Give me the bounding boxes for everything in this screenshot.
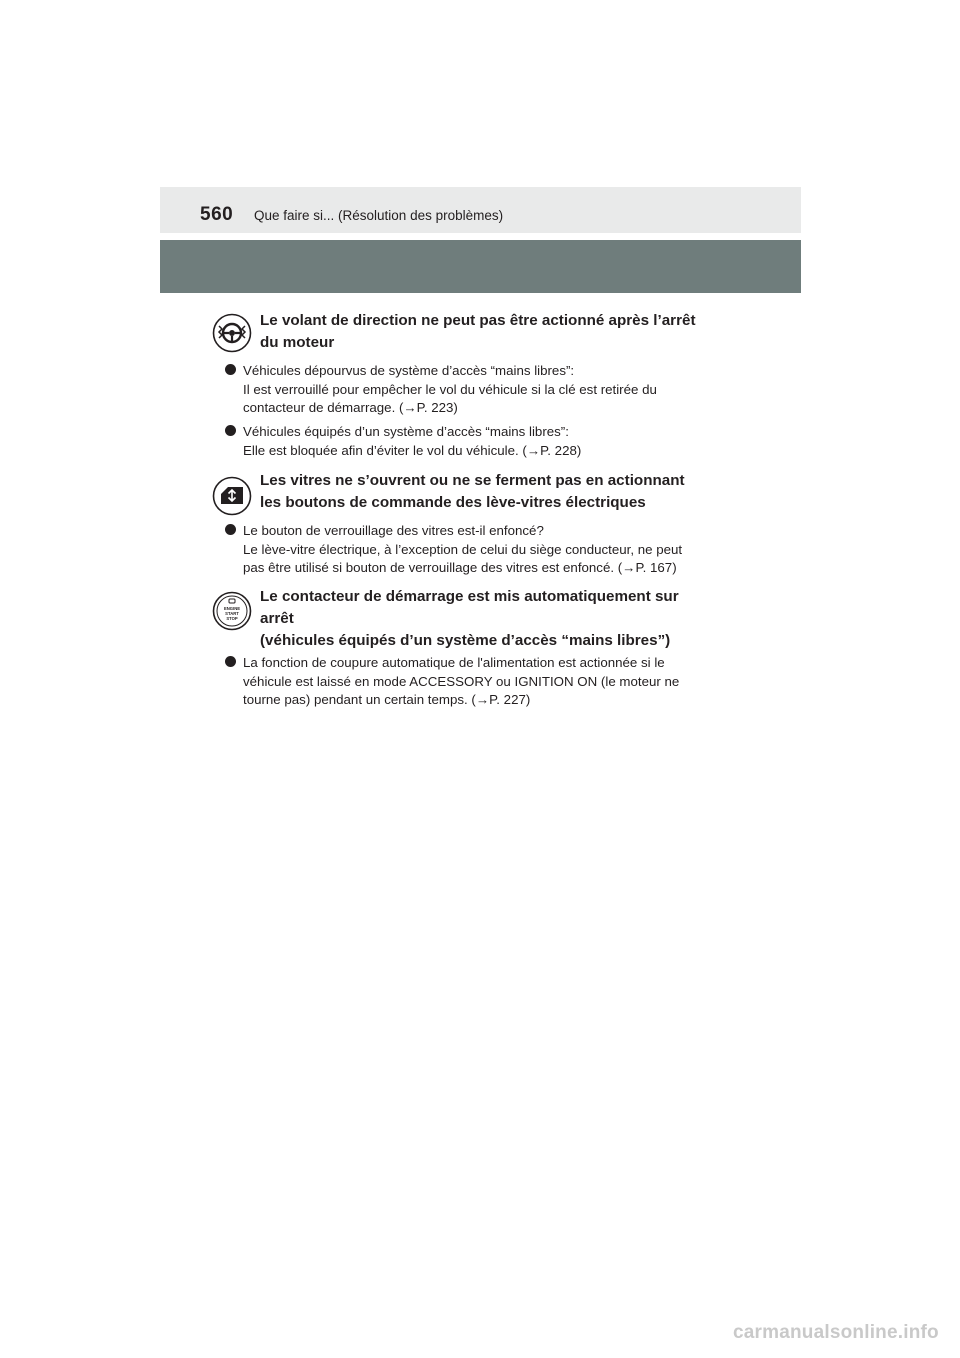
- svg-text:START: START: [225, 611, 239, 616]
- list-item-text: Véhicules dépourvus de système d’accès “mains libres”: Il est verrouillé pour empêcher le vol du véhicule si la clé est retirée du contacteur de démarrage. (→P. 223): [243, 363, 657, 415]
- bullet-icon: [225, 524, 236, 535]
- steering-lock-warning-icon: [212, 313, 252, 353]
- section-title: Le contacteur de démarrage est mis automatiquement sur arrêt (véhicules équipés d’un système d’accès “mains libres”): [260, 588, 679, 649]
- watermark: carmanualsonline.info: [733, 1322, 939, 1343]
- list-item-text: La fonction de coupure automatique de l'alimentation est actionnée si le véhicule est laissé en mode ACCESSORY ou IGNITION ON (le moteur ne tourne pas) pendant un certain temps. (→P. 227): [243, 655, 680, 707]
- section-banner: [160, 240, 801, 293]
- bullet-icon: [225, 425, 236, 436]
- bullet-icon: [225, 364, 236, 375]
- list-item-text: Le bouton de verrouillage des vitres est-il enfoncé? Le lève-vitre électrique, à l’exception de celui du siège conducteur, ne peut pas être utilisé si bouton de verrouillage des vitres est enfoncé. (→P. 167): [243, 523, 683, 575]
- bullet-icon: [225, 656, 236, 667]
- svg-text:ENGINE: ENGINE: [223, 606, 241, 611]
- section-title: Le volant de direction ne peut pas être actionné après l’arrêt du moteur: [260, 312, 696, 351]
- chapter-title: Que faire si... (Résolution des problèmes): [254, 208, 504, 223]
- page-number: 560: [200, 204, 234, 225]
- svg-text:STOP: STOP: [226, 616, 238, 621]
- list-item-text: Véhicules équipés d’un système d’accès “mains libres”: Elle est bloquée afin d’éviter le vol du véhicule. (→P. 228): [243, 424, 582, 458]
- engine-start-stop-button-icon: [212, 591, 252, 631]
- power-window-icon: [212, 476, 252, 516]
- section-title: Les vitres ne s’ouvrent ou ne se ferment pas en actionnant les boutons de commande des lève-vitres électriques: [260, 472, 685, 511]
